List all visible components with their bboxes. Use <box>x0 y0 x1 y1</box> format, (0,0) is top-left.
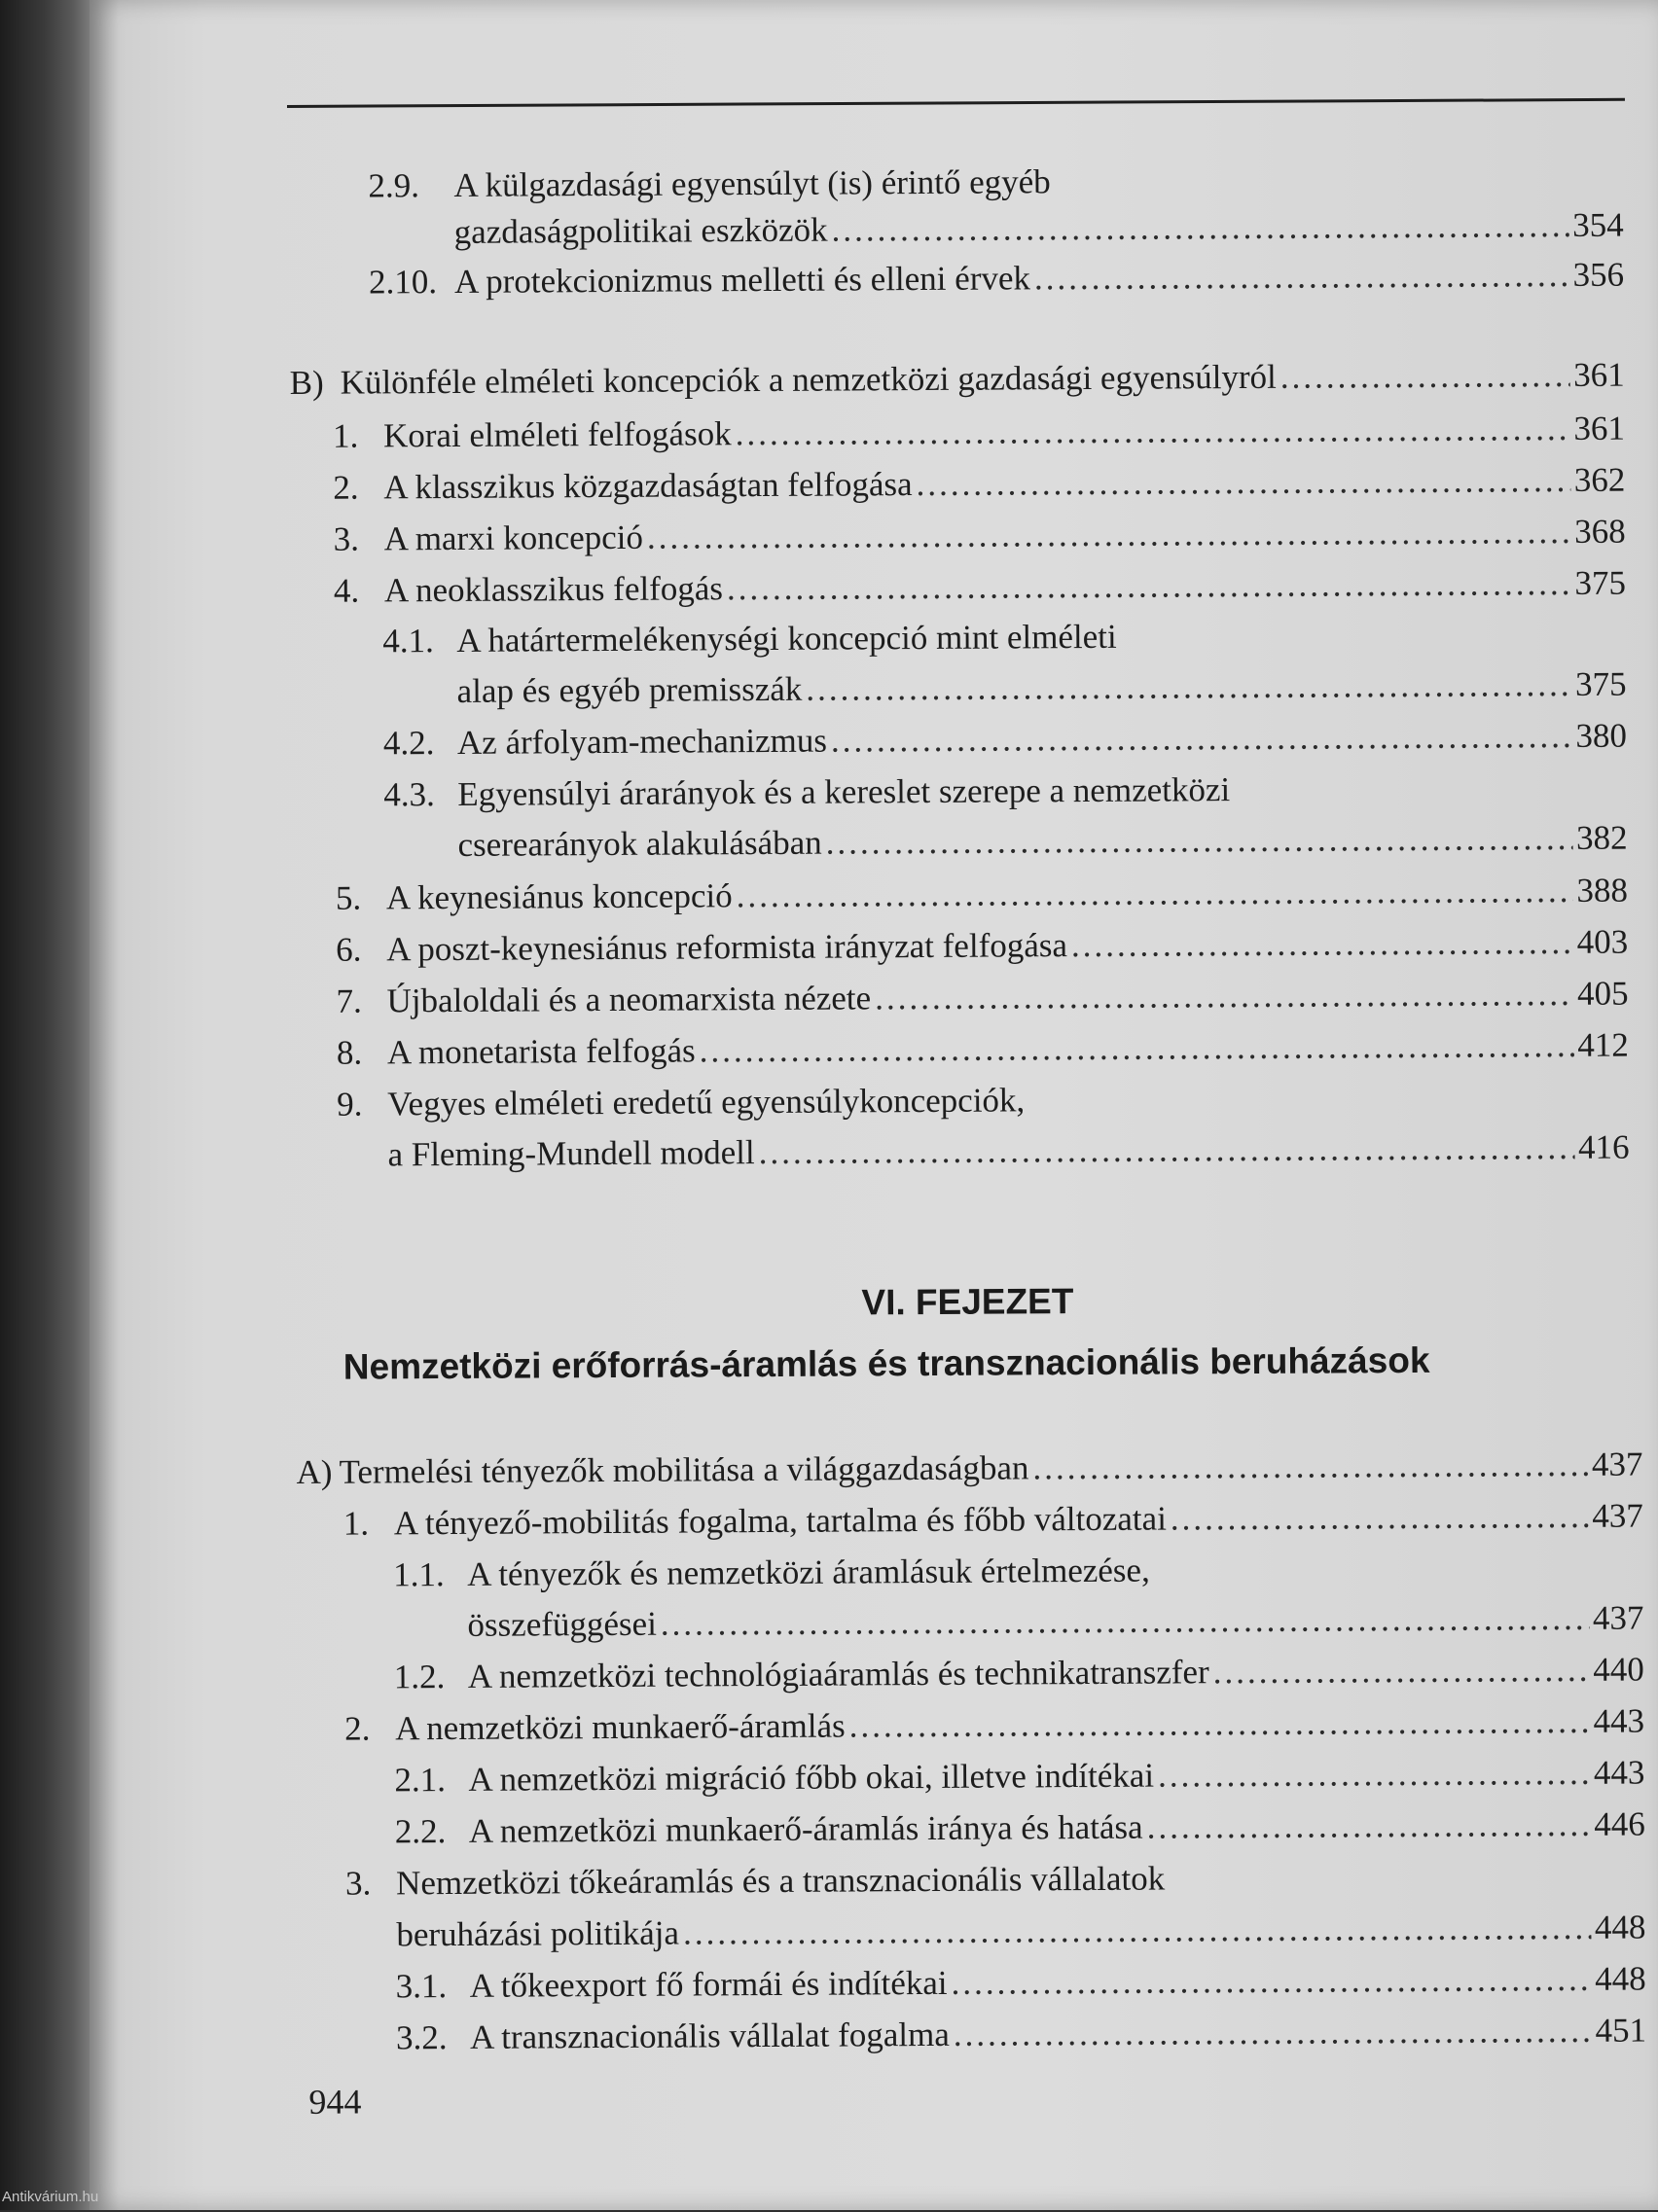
leader-dots <box>831 713 1572 765</box>
toc-entry <box>393 1545 1643 1599</box>
toc-number: 2.10. <box>368 263 438 302</box>
toc-title: A marxi koncepció <box>383 517 644 558</box>
leader-dots <box>849 1698 1590 1750</box>
leader-dots <box>916 457 1569 508</box>
leader-dots <box>954 2008 1592 2058</box>
toc-page: 382 <box>1575 818 1628 857</box>
toc-number: 2. <box>333 468 359 507</box>
toc-page: 443 <box>1593 1701 1645 1740</box>
toc-title: A tényezők és nemzetközi áramlásuk értelmezése, <box>467 1551 1150 1593</box>
toc-page: 354 <box>1572 205 1624 244</box>
toc-page: 368 <box>1574 512 1626 551</box>
leader-dots <box>951 1956 1591 2007</box>
toc-page: 356 <box>1572 255 1625 294</box>
leader-dots <box>737 868 1573 919</box>
page-number: 944 <box>308 2082 362 2122</box>
toc-number: 2.9. <box>368 166 420 205</box>
toc-number: 3. <box>333 519 360 558</box>
toc-page: 448 <box>1595 1959 1646 1998</box>
toc-page: 361 <box>1573 409 1626 447</box>
toc-title: A nemzetközi technológiaáramlás és technikatranszfer <box>467 1653 1209 1695</box>
toc-number: 8. <box>336 1033 363 1072</box>
toc-title: Vegyes elméleti eredetű egyensúlykoncepciók, <box>387 1081 1026 1124</box>
toc-entry <box>383 713 1627 767</box>
toc-entry <box>396 1905 1645 1959</box>
toc-title: A tőkeexport fő formái és indítékai <box>469 1963 948 2005</box>
leader-dots <box>1034 252 1569 302</box>
toc-title: A poszt-keynesiánus reformista irányzat felfogása <box>386 926 1068 969</box>
toc-page: 403 <box>1576 922 1629 961</box>
toc-title: Termelési tényezők mobilitása a világgazdaságban <box>339 1448 1029 1491</box>
toc-title: A tényező-mobilitás fogalma, tartalma és főbb változatai <box>393 1499 1167 1543</box>
toc-title: A nemzetközi munkaerő-áramlás iránya és hatása <box>468 1807 1143 1850</box>
toc-title: A nemzetközi migráció főbb okai, illetve indítékai <box>468 1756 1155 1799</box>
toc-entry <box>337 1022 1629 1077</box>
toc-title: Újbaloldali és a neomarxista nézete <box>386 979 872 1020</box>
toc-page: 416 <box>1577 1127 1630 1166</box>
toc-title: Különféle elméleti koncepciók a nemzetközi gazdasági egyensúlyról <box>340 357 1277 402</box>
toc-entry <box>457 815 1627 869</box>
leader-dots <box>1147 1802 1591 1851</box>
toc-title: Korai elméleti felfogások <box>382 414 732 455</box>
toc-title: Egyensúlyi árarányok és a kereslet szerepe a nemzetközi <box>457 770 1231 813</box>
chapter-title: Nemzetközi erőforrás-áramlás és transznacionális beruházások <box>342 1339 1430 1387</box>
toc-number: 5. <box>335 878 362 917</box>
toc-entry <box>456 661 1626 715</box>
toc-entry <box>383 765 1627 819</box>
toc-page: 446 <box>1594 1804 1645 1843</box>
toc-number: 1. <box>342 1504 370 1543</box>
toc-entry <box>333 457 1625 512</box>
leader-dots <box>661 1595 1589 1648</box>
toc-entry <box>394 1647 1644 1701</box>
toc-title: Nemzetközi tőkeáramlás és a transznacionális vállalatok <box>395 1859 1166 1903</box>
toc-page: 451 <box>1595 2011 1647 2050</box>
toc-entry <box>336 868 1628 922</box>
toc-entry <box>343 1493 1643 1548</box>
toc-number: 1.1. <box>393 1555 445 1594</box>
toc-number: 9. <box>337 1085 363 1124</box>
toc-title: gazdaságpolitikai eszközök <box>453 210 828 251</box>
toc-entry <box>396 1956 1646 2011</box>
toc-entry <box>368 156 1623 210</box>
toc-entry <box>467 1595 1643 1649</box>
leader-dots <box>1280 352 1570 401</box>
toc-page: 437 <box>1591 1445 1643 1483</box>
toc-title: alap és egyéb premisszák <box>456 669 803 710</box>
toc-title: beruházási politikája <box>396 1913 680 1954</box>
leader-dots <box>727 560 1571 612</box>
toc-number: 4. <box>333 571 360 610</box>
toc-page: 375 <box>1574 563 1627 602</box>
toc-number: 6. <box>336 930 362 969</box>
leader-dots <box>875 971 1573 1021</box>
toc-entry <box>394 1750 1644 1804</box>
toc-page: 361 <box>1573 355 1625 394</box>
toc-title: A protekcionizmus melletti és elleni érvek <box>453 259 1031 301</box>
watermark: Antikvárium.hu <box>2 2189 99 2205</box>
leader-dots <box>1158 1750 1590 1800</box>
toc-entry <box>337 1074 1629 1128</box>
toc-entry <box>336 919 1628 974</box>
leader-dots <box>735 406 1569 457</box>
toc-entry <box>333 406 1625 460</box>
toc-section <box>296 1442 1642 1496</box>
toc-title: A nemzetközi munkaerő-áramlás <box>395 1706 846 1748</box>
toc-number: A) <box>296 1452 333 1491</box>
toc-page: 405 <box>1576 974 1629 1013</box>
toc-title: A klasszikus közgazdaságtan felfogása <box>383 465 913 507</box>
toc-entry <box>334 560 1626 615</box>
toc-page: 448 <box>1594 1908 1646 1946</box>
toc-title: A monetarista felfogás <box>386 1031 696 1072</box>
toc-entry <box>387 1124 1629 1179</box>
toc-number: 3. <box>344 1864 372 1903</box>
leader-dots <box>831 202 1568 254</box>
leader-dots <box>826 815 1573 867</box>
leader-dots <box>1071 919 1573 969</box>
toc-entry <box>396 2008 1646 2062</box>
toc-title: összefüggései <box>467 1604 657 1644</box>
toc-number: 3.1. <box>395 1967 448 2006</box>
toc-number: 4.1. <box>382 622 434 660</box>
toc-entry <box>345 1853 1645 1908</box>
toc-page: 412 <box>1577 1025 1629 1064</box>
toc-title: A keynesiánus koncepció <box>385 876 733 917</box>
toc-title: A határtermelékenységi koncepció mint elméleti <box>456 617 1117 660</box>
toc-number: B) <box>289 363 324 402</box>
leader-dots <box>806 661 1571 713</box>
toc-number: 3.2. <box>395 2018 448 2057</box>
leader-dots <box>759 1124 1575 1176</box>
toc-page: 437 <box>1592 1496 1643 1535</box>
leader-dots <box>700 1022 1574 1074</box>
toc-page: 437 <box>1592 1598 1644 1637</box>
toc-number: 2.2. <box>394 1812 447 1851</box>
toc-page: 388 <box>1576 871 1629 910</box>
toc-entry <box>382 611 1626 665</box>
toc-entry <box>369 252 1624 306</box>
toc-title: A transznacionális vállalat fogalma <box>469 2015 950 2056</box>
toc-entry <box>454 202 1624 256</box>
toc-entry <box>395 1802 1645 1856</box>
leader-dots <box>647 509 1570 561</box>
toc-title: Az árfolyam-mechanizmus <box>456 721 828 762</box>
leader-dots <box>1213 1647 1590 1695</box>
chapter-label: VI. FEJEZET <box>861 1281 1074 1323</box>
leader-dots <box>1171 1493 1589 1543</box>
toc-page: 440 <box>1593 1650 1644 1689</box>
toc-section <box>290 352 1625 407</box>
toc-number: 1.2. <box>393 1658 446 1696</box>
toc-page: 375 <box>1574 664 1627 703</box>
toc-title: A neoklasszikus felfogás <box>383 569 724 610</box>
toc-page: 443 <box>1593 1753 1645 1792</box>
toc-number: 2.1. <box>394 1761 447 1800</box>
toc-number: 4.2. <box>382 724 435 763</box>
toc-entry <box>334 509 1626 563</box>
toc-page: 362 <box>1573 460 1626 499</box>
toc-page: 380 <box>1575 716 1628 755</box>
toc-title: A külgazdasági egyensúlyt (is) érintő egyéb <box>453 162 1051 204</box>
toc-entry <box>344 1698 1644 1753</box>
toc-number: 7. <box>336 981 362 1020</box>
toc-title: cserearányok alakulásában <box>457 823 822 864</box>
toc-title: a Fleming-Mundell modell <box>387 1133 755 1174</box>
leader-dots <box>683 1905 1591 1957</box>
toc-entry <box>336 971 1628 1025</box>
leader-dots <box>1032 1442 1588 1491</box>
toc-number: 2. <box>344 1709 371 1748</box>
toc-number: 1. <box>332 416 359 455</box>
toc-number: 4.3. <box>383 775 435 814</box>
